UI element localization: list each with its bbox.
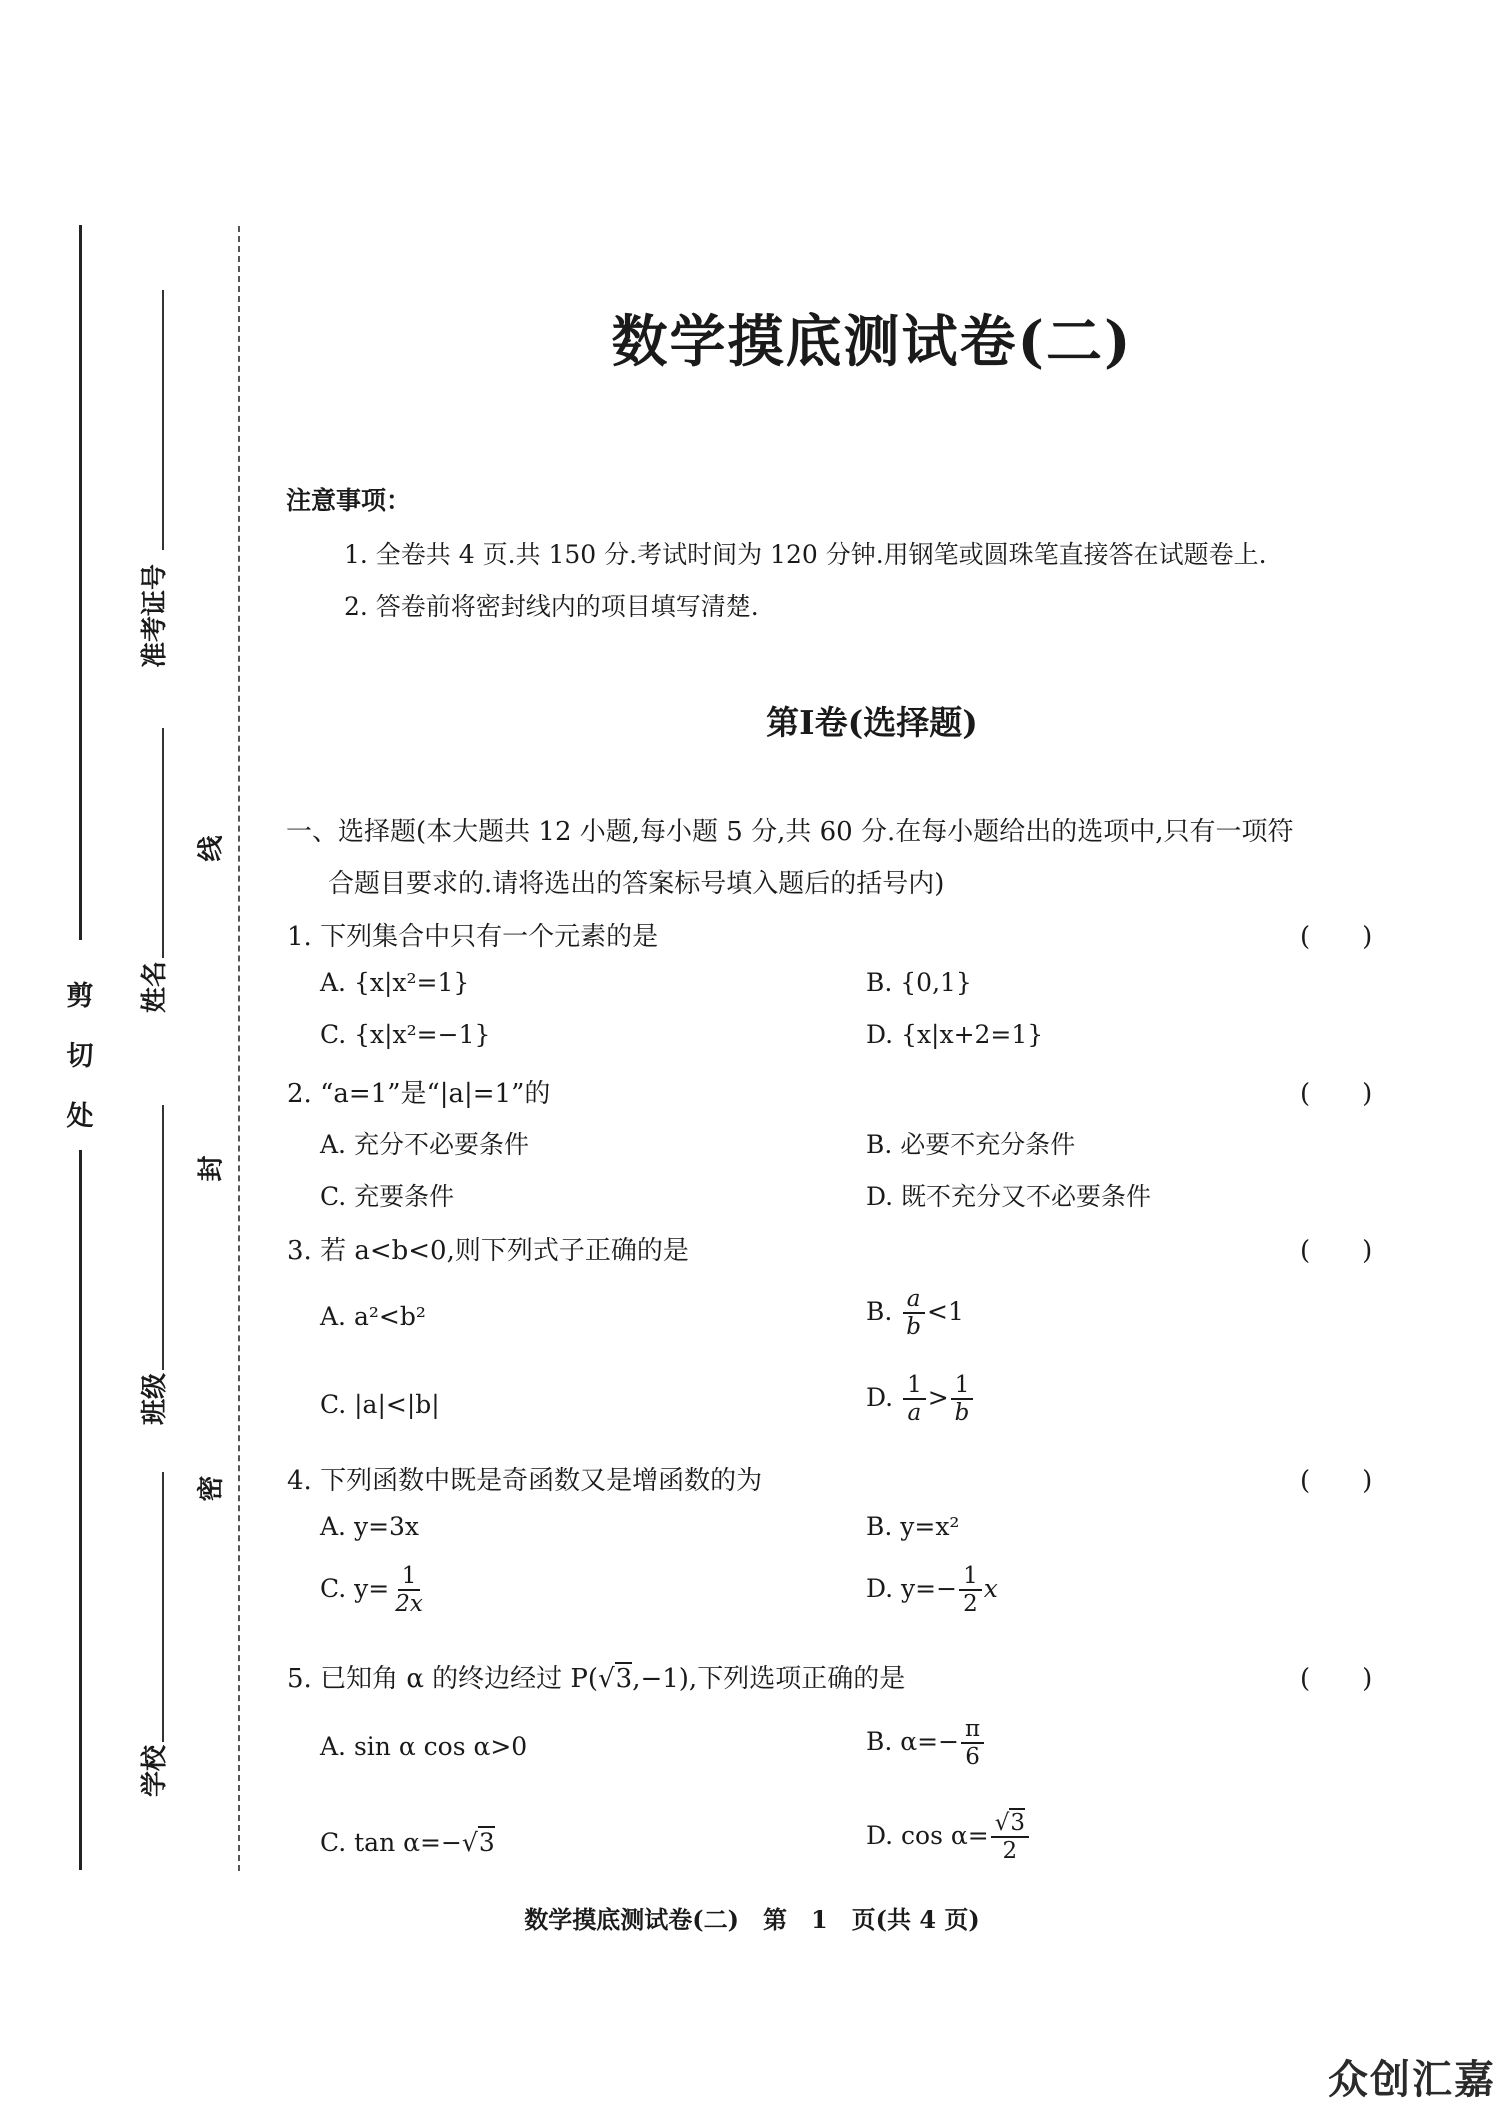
fraction-denominator: a — [907, 1400, 922, 1427]
question-5-stem-suffix: ,−1),下列选项正确的是 — [632, 1664, 906, 1694]
question-4-option-d[interactable] — [866, 1563, 998, 1618]
question-4-option-a[interactable]: A. y=3x — [320, 1512, 420, 1541]
question-1-option-a[interactable]: A. {x|x²=1} — [320, 968, 470, 997]
question-4-option-c-label: C. y= — [320, 1573, 390, 1603]
note-2: 2. 答卷前将密封线内的项目填写清楚. — [344, 592, 759, 621]
fraction-numerator: π — [961, 1716, 984, 1744]
part1-instruction-line1: 一、选择题(本大题共 12 小题,每小题 5 分,共 60 分.在每小题给出的选项中,只有一项符 — [286, 817, 1294, 847]
notes-heading: 注意事项： — [286, 486, 412, 515]
question-5-option-c-label: C. tan α=− — [320, 1828, 462, 1857]
note-1: 1. 全卷共 4 页.共 150 分.考试时间为 120 分钟.用钢笔或圆珠笔直接答在试题卷上. — [344, 540, 1267, 569]
fraction-numerator: 1 — [959, 1563, 982, 1591]
sqrt-sign: √ — [598, 1664, 615, 1694]
question-4-option-d-fraction — [959, 1563, 982, 1618]
field-line-school[interactable] — [162, 1472, 164, 1742]
cut-char-3: 处 — [66, 1101, 94, 1132]
question-2-option-c[interactable]: C. 充要条件 — [320, 1182, 455, 1211]
seal-char-2: 封 — [196, 1155, 227, 1182]
field-label-class: 班级 — [140, 1372, 170, 1425]
question-5-stem — [287, 1658, 905, 1695]
question-5-answer-bracket[interactable]: ( ) — [1300, 1664, 1373, 1694]
fraction-numerator: √3 — [991, 1810, 1029, 1838]
question-3-option-d[interactable] — [866, 1372, 975, 1427]
question-5-option-d-fraction — [991, 1810, 1029, 1865]
question-3-option-b[interactable] — [866, 1286, 964, 1341]
question-2-option-b[interactable]: B. 必要不充分条件 — [866, 1130, 1076, 1159]
fraction-radicand: 3 — [1010, 1810, 1026, 1836]
fraction-numerator: 1 — [398, 1563, 421, 1591]
question-1-option-c[interactable]: C. {x|x²=−1} — [320, 1020, 491, 1049]
cut-char-1: 剪 — [66, 981, 94, 1012]
page-footer: 数学摸底测试卷(二) 第 1 页(共 4 页) — [524, 1905, 980, 1934]
fraction-denominator: 2 — [1002, 1838, 1018, 1865]
fraction-denominator: b — [954, 1400, 970, 1427]
question-3-option-c[interactable]: C. |a|<|b| — [320, 1390, 440, 1419]
question-3-option-d-fraction-2 — [951, 1372, 974, 1427]
field-label-exam-id: 准考证号 — [140, 563, 170, 668]
part1-instruction-line2: 合题目要求的.请将选出的答案标号填入题后的括号内) — [328, 869, 945, 899]
question-2-option-d[interactable]: D. 既不充分又不必要条件 — [866, 1182, 1152, 1211]
question-2-stem: 2. “a=1”是“|a|=1”的 — [287, 1079, 551, 1109]
cut-line-bottom — [79, 1150, 82, 1870]
field-label-name: 姓名 — [140, 960, 170, 1013]
fraction-denominator: 6 — [965, 1744, 980, 1771]
seal-char-1: 线 — [196, 835, 227, 862]
question-5-option-b-fraction — [961, 1716, 984, 1771]
question-4-option-c[interactable] — [320, 1563, 429, 1618]
question-3-stem: 3. 若 a<b<0,则下列式子正确的是 — [287, 1236, 689, 1266]
question-2-answer-bracket[interactable]: ( ) — [1300, 1079, 1373, 1109]
question-4-stem: 4. 下列函数中既是奇函数又是增函数的为 — [287, 1466, 763, 1496]
question-3-option-b-suffix: <1 — [927, 1296, 964, 1326]
question-5-option-d-label: D. cos α= — [866, 1820, 989, 1850]
fraction-numerator: 1 — [951, 1372, 974, 1400]
question-3-option-b-fraction — [902, 1286, 925, 1341]
question-4-option-d-label: D. y=− — [866, 1573, 958, 1603]
fraction-denominator: 2 — [963, 1591, 978, 1618]
page-title: 数学摸底测试卷(二) — [611, 309, 1133, 375]
question-5-option-b-label: B. α=− — [866, 1726, 960, 1756]
question-1-stem: 1. 下列集合中只有一个元素的是 — [287, 922, 659, 952]
seal-char-3: 密 — [196, 1475, 227, 1502]
question-3-answer-bracket[interactable]: ( ) — [1300, 1236, 1373, 1266]
question-5-option-a[interactable]: A. sin α cos α>0 — [320, 1732, 528, 1761]
fraction-denominator: b — [906, 1314, 922, 1341]
seal-dashed-line — [238, 226, 240, 1871]
fraction-numerator: a — [903, 1286, 925, 1314]
question-5-option-b[interactable] — [866, 1716, 986, 1771]
field-line-name[interactable] — [162, 728, 164, 958]
question-3-option-a[interactable]: A. a²<b² — [320, 1302, 426, 1331]
section-title: 第Ⅰ卷(选择题) — [766, 703, 978, 742]
question-4-answer-bracket[interactable]: ( ) — [1300, 1466, 1373, 1496]
question-3-option-b-label: B. — [866, 1296, 893, 1326]
sqrt-sign: √ — [461, 1828, 478, 1857]
question-1-option-d[interactable]: D. {x|x+2=1} — [866, 1020, 1044, 1049]
question-3-option-d-operator: > — [927, 1382, 949, 1412]
question-2-option-a[interactable]: A. 充分不必要条件 — [320, 1130, 529, 1159]
field-label-school: 学校 — [140, 1744, 170, 1797]
fraction-denominator: 2x — [395, 1591, 423, 1618]
question-4-option-c-fraction — [391, 1563, 427, 1618]
question-1-option-b[interactable]: B. {0,1} — [866, 968, 972, 997]
question-5-option-d[interactable] — [866, 1810, 1031, 1865]
watermark-logo: 众创汇嘉 — [1328, 2057, 1496, 2103]
field-line-class[interactable] — [162, 1105, 164, 1370]
cut-char-2: 切 — [66, 1041, 94, 1072]
question-5-option-c-radicand: 3 — [478, 1828, 495, 1857]
question-1-answer-bracket[interactable]: ( ) — [1300, 922, 1373, 952]
question-5-option-c[interactable] — [320, 1828, 495, 1857]
question-4-option-d-suffix: x — [983, 1573, 998, 1603]
question-3-option-d-fraction-1 — [903, 1372, 926, 1427]
question-5-stem-prefix: 5. 已知角 α 的终边经过 P( — [287, 1664, 599, 1694]
question-5-stem-radicand: 3 — [615, 1664, 633, 1694]
question-4-option-b[interactable]: B. y=x² — [866, 1512, 960, 1541]
fraction-numerator: 1 — [903, 1372, 926, 1400]
question-3-option-d-label: D. — [866, 1382, 894, 1412]
